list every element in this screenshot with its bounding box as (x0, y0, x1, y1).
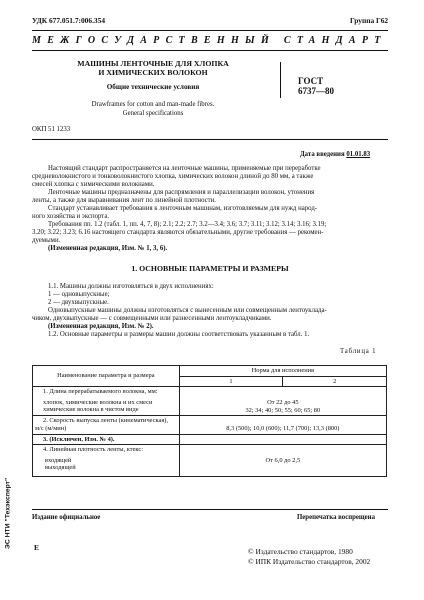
header-rule (32, 30, 388, 31)
table-header-param: Наименование параметра и размера (33, 366, 180, 387)
okp-rule (32, 139, 388, 140)
udk-code: УДК 677.051.7:006.354 (32, 16, 106, 25)
para-scope-2: средневолокнистого и тонковолокнистого хлопка, химических волокон длиной до 80 мм, а также (32, 173, 314, 180)
row-fiber-cotton-value: От 22 до 45 (267, 399, 299, 407)
edition-mark: Е (34, 543, 40, 552)
intro-date-value: 01.01.83 (346, 151, 371, 158)
clause-1-1: 1.1. Машины должны изготовляться в двух исполнениях: (48, 283, 214, 290)
gost-number: 6737—80 (298, 86, 334, 96)
table-header-exec-2: 2 (283, 376, 387, 387)
standard-banner: МЕЖГОСУДАРСТВЕННЫЙ СТАНДАРТ (32, 35, 387, 46)
title-line-2: И ХИМИЧЕСКИХ ВОЛОКОН (98, 68, 208, 77)
title-english-2: General specifications (122, 110, 184, 117)
table-row (33, 445, 387, 477)
edit-note-2: (Измененная редакция, Изм. № 2). (48, 323, 154, 330)
row-excluded-label: 3. (Исключен, Изм. № 4). (33, 434, 180, 445)
row-fiber-chemical-label: химические волокна в чистом виде (43, 406, 139, 414)
title-subtitle: Общие технические условия (106, 83, 200, 91)
row-speed-label-2: м/с (м/мин) (35, 424, 67, 432)
para-mandatory-1: Требования пп. 1.2 (табл. 1, пп. 4, 7, 8); 2.1; 2.2; 2.7; 3.2—3.4; 3.6; 3.7; 3.11; 3.12; 3.14; 3.16; 3.19; (48, 221, 327, 228)
gost-box-rule (280, 62, 281, 98)
table-row (33, 416, 387, 434)
row-fiber-length-label: 1. Длина перерабатываемого волокна, мм: (43, 388, 158, 396)
para-mandatory-2: 3.20; 3.22; 3.23; 6.16 настоящего стандарта являются обязательными, другие требования — рекомен- (32, 229, 324, 236)
table-cell (33, 416, 180, 434)
option-2: 2 — двухвыпускные. (48, 299, 109, 306)
option-1: 1 — одновыпускные; (48, 291, 110, 298)
para-execution-2: чиком, двухвыпускные — с совмещенными или разнесенными лентоукладчиками. (32, 315, 272, 322)
edit-note-1: (Измененная редакция, Изм. № 1, 3, 6). (48, 245, 168, 252)
row-density-in-label: входящей (45, 456, 72, 464)
para-purpose-1: Ленточные машины предназначены для распрямления и параллелизации волокон, утонения (48, 189, 315, 196)
okp-code: ОКП 51 1233 (32, 126, 71, 133)
table-cell (33, 387, 180, 416)
side-stamp: ЭС НТИ "Техэксперт" (4, 477, 12, 549)
para-scope-3: смесей хлопка с химическими волокнами. (32, 181, 155, 188)
table-cell (179, 434, 386, 445)
table-header-exec-1: 1 (179, 376, 283, 387)
banner-rule (32, 50, 388, 51)
table-row (33, 387, 387, 416)
table-caption: Таблица 1 (340, 348, 377, 355)
row-speed-value: 8,3 (500); 10,0 (600); 11,7 (700); 13,3 (800) (179, 416, 386, 434)
para-requirements-2: ного хозяйства и экспорта. (32, 213, 110, 220)
parameters-table (32, 365, 387, 477)
table-cell (179, 387, 386, 416)
row-density-label: 4. Линейная плотность ленты, ктекс: (43, 446, 143, 454)
footer-rule (32, 509, 388, 510)
row-density-out-label: выходящей (45, 464, 76, 472)
group-code: Группа Г62 (350, 16, 389, 25)
para-purpose-2: ленты, а также для выравнивания лент по линейной плотности. (32, 197, 216, 204)
para-scope-1: Настоящий стандарт распространяется на ленточные машины, применяемые при переработке (48, 165, 321, 172)
copyright-1980: © Издательство стандартов, 1980 (248, 547, 353, 556)
row-fiber-cotton-label: хлопок, химические волокна и их смеси (43, 398, 153, 406)
gost-label: ГОСТ (298, 76, 324, 86)
clause-1-2: 1.2. Основные параметры и размеры машин должны соответствовать указанным в табл. 1. (48, 331, 310, 338)
intro-date-label: Дата введения (300, 151, 345, 158)
title-line-1: МАШИНЫ ЛЕНТОЧНЫЕ ДЛЯ ХЛОПКА (77, 59, 229, 68)
para-mandatory-3: дуемыми. (32, 237, 61, 244)
official-edition: Издание официальное (32, 514, 101, 521)
intro-date (300, 151, 370, 158)
reprint-forbidden: Перепечатка воспрещена (297, 514, 375, 521)
copyright-2002: © ИПК Издательство стандартов, 2002 (248, 557, 371, 566)
para-execution-1: Одновыпускные машины должны изготовляться с вынесенным или совмещенным лентоуклада- (48, 307, 327, 314)
row-speed-label-1: 2. Скорость выпуска ленты (кинематическая), (43, 417, 169, 425)
title-english-1: Drawframes for cotton and man-made fibres. (91, 101, 215, 108)
section-heading: 1. ОСНОВНЫЕ ПАРАМЕТРЫ И РАЗМЕРЫ (131, 264, 289, 273)
row-density-value: От 6,0 до 2,5 (179, 445, 386, 477)
table-row (33, 434, 387, 445)
row-fiber-chemical-value: 32; 34; 40; 50; 55; 60; 65; 80 (245, 406, 321, 414)
table-cell (33, 445, 180, 477)
para-requirements-1: Стандарт устанавливает требования к ленточным машинам, изготовляемым для нужд народ- (48, 205, 318, 212)
table-header-norm: Норма для исполнения (179, 366, 386, 377)
